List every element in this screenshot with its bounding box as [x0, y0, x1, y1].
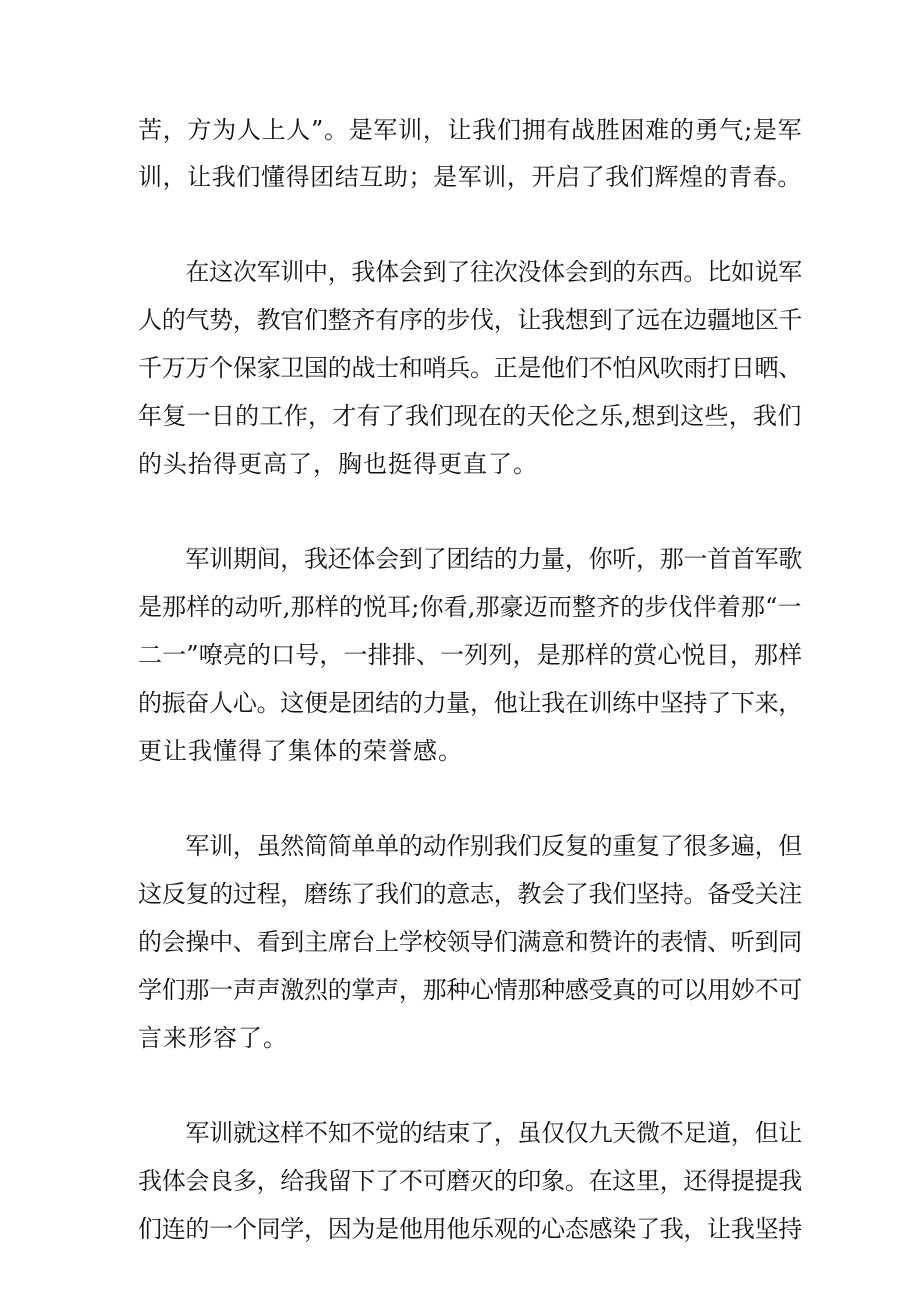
text-line: 军训就这样不知不觉的结束了，虽仅仅九天微不足道，但让 [138, 1119, 802, 1147]
text-line: 的头抬得更高了，胸也挺得更直了。 [138, 450, 538, 478]
text-line: 这反复的过程，磨练了我们的意志，教会了我们坚持。备受关注 [138, 880, 802, 908]
text-line: 的振奋人心。这便是团结的力量，他让我在训练中坚持了下来， [138, 689, 802, 717]
text-line: 军训，虽然简简单单的动作别我们反复的重复了很多遍，但 [138, 832, 802, 860]
text-line: 年复一日的工作，才有了我们现在的天伦之乐,想到这些，我们 [138, 402, 802, 430]
text-line: 苦，方为人上人”。是军训，让我们拥有战胜困难的勇气;是军 [138, 116, 803, 144]
text-line: 言来形容了。 [138, 1024, 288, 1052]
text-line: 的会操中、看到主席台上学校领导们满意和赞许的表情、听到同 [138, 928, 802, 956]
text-line: 千万万个保家卫国的战士和哨兵。正是他们不怕风吹雨打日晒、 [138, 354, 802, 382]
text-line: 学们那一声声激烈的掌声，那种心情那种感受真的可以用妙不可 [138, 976, 802, 1004]
text-line: 我体会良多，给我留下了不可磨灭的印象。在这里，还得提提我 [138, 1167, 802, 1195]
text-line: 们连的一个同学，因为是他用他乐观的心态感染了我，让我坚持 [138, 1215, 802, 1243]
text-line: 军训期间，我还体会到了团结的力量，你听，那一首首军歌 [138, 545, 802, 573]
text-line: 在这次军训中，我体会到了往次没体会到的东西。比如说军 [138, 258, 802, 286]
text-line: 二一”嘹亮的口号，一排排、一列列，是那样的赏心悦目，那样 [138, 641, 803, 669]
text-line: 人的气势，教官们整齐有序的步伐，让我想到了远在边疆地区千 [138, 306, 802, 334]
text-line: 训，让我们懂得团结互助；是军训，开启了我们辉煌的青春。 [138, 163, 802, 191]
text-line: 更让我懂得了集体的荣誉感。 [138, 737, 463, 765]
text-line: 是那样的动听,那样的悦耳;你看,那豪迈而整齐的步伐伴着那“一 [138, 593, 802, 621]
